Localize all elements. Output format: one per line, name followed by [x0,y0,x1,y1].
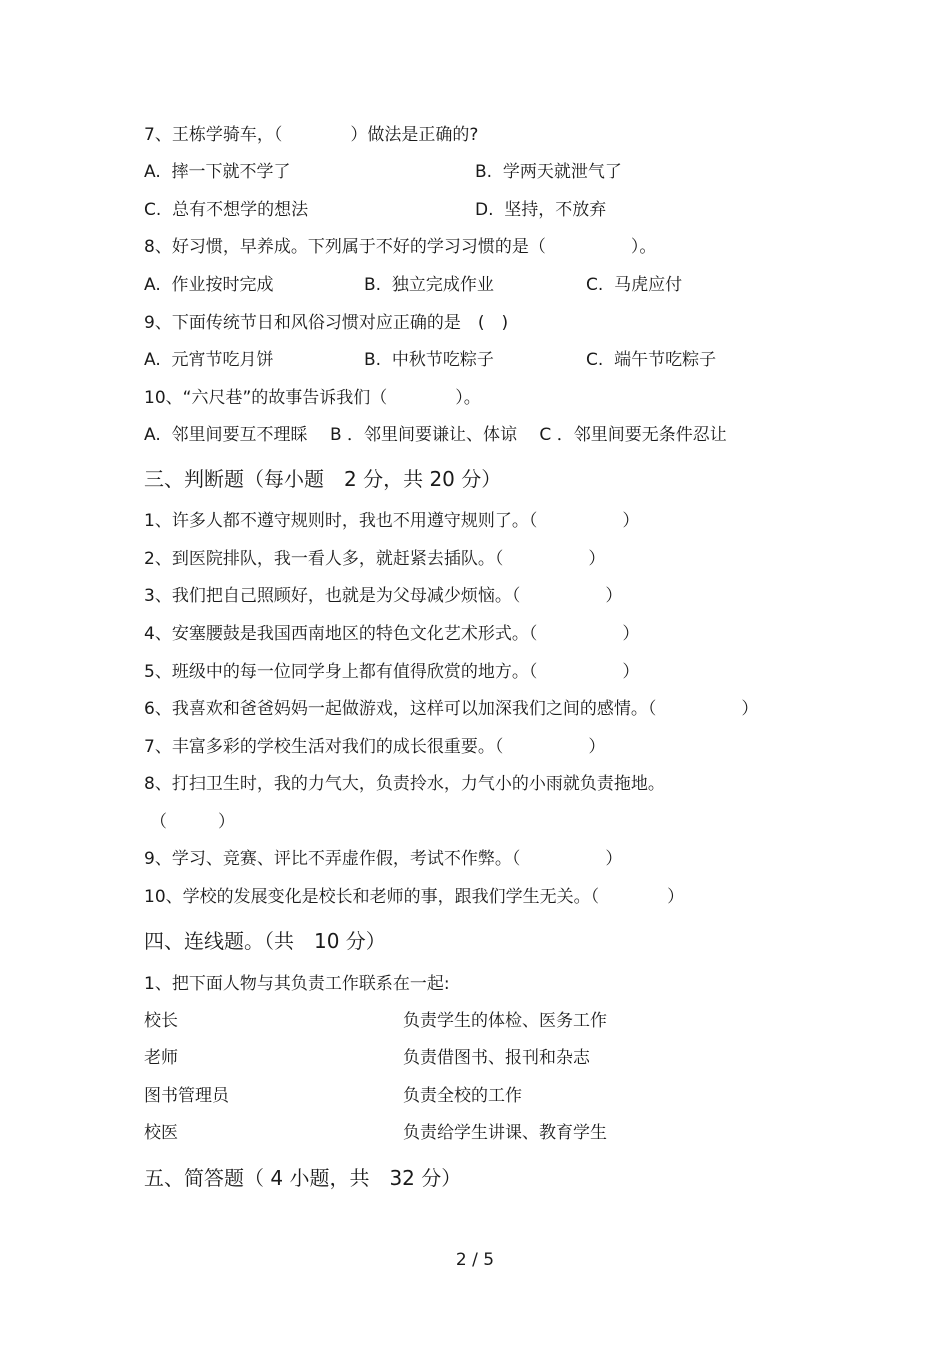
judge-item: 10、学校的发展变化是校长和老师的事，跟我们学生无关。（ ） [144,887,685,907]
judge-item: 6、我喜欢和爸爸妈妈一起做游戏，这样可以加深我们之间的感情。（ ） [144,699,759,719]
question-8-option-a: A. 作业按时完成 [144,275,274,295]
judge-item: 4、安塞腰鼓是我国西南地区的特色文化艺术形式。（ ） [144,624,640,644]
judge-item: 5、班级中的每一位同学身上都有值得欣赏的地方。（ ） [144,662,640,682]
match-duty: 负责借图书、报刊和杂志 [403,1048,590,1068]
section-short-heading: 五、简答题（ 4 小题，共 32 分） [144,1166,462,1190]
judge-item: 7、丰富多彩的学校生活对我们的成长很重要。（ ） [144,737,606,757]
judge-item: 1、许多人都不遵守规则时，我也不用遵守规则了。（ ） [144,511,640,531]
question-8-option-b: B. 独立完成作业 [364,275,494,295]
section-judge-heading: 三、判断题（每小题 2 分，共 20 分） [144,467,502,491]
section-match-heading: 四、连线题。（共 10 分） [144,929,386,953]
question-7-stem: 7、王栋学骑车，（ ）做法是正确的? [144,125,479,145]
question-10-stem: 10、“六尺巷”的故事告诉我们（ ）。 [144,388,481,408]
question-9-option-c: C. 端午节吃粽子 [586,350,717,370]
question-7-option-a: A. 摔一下就不学了 [144,162,291,182]
match-duty: 负责全校的工作 [403,1086,522,1106]
question-9-option-a: A. 元宵节吃月饼 [144,350,274,370]
match-person: 校长 [144,1011,178,1031]
judge-item: 8、打扫卫生时，我的力气大，负责拎水，力气小的小雨就负责拖地。 [144,774,665,794]
page-number: 2 / 5 [455,1250,495,1270]
match-prompt: 1、把下面人物与其负责工作联系在一起: [144,974,450,994]
question-8-stem: 8、好习惯，早养成。下列属于不好的学习习惯的是（ ）。 [144,237,657,257]
match-person: 校医 [144,1123,178,1143]
question-7-option-c: C. 总有不想学的想法 [144,200,309,220]
match-person: 老师 [144,1048,178,1068]
question-9-option-b: B. 中秋节吃粽子 [364,350,494,370]
match-person: 图书管理员 [144,1086,229,1106]
question-7-option-b: B. 学两天就泄气了 [475,162,622,182]
question-9-stem: 9、下面传统节日和风俗习惯对应正确的是 ( ) [144,313,509,333]
match-duty: 负责给学生讲课、教育学生 [403,1123,607,1143]
judge-item: 2、到医院排队，我一看人多，就赶紧去插队。（ ） [144,549,606,569]
question-8-option-c: C. 马虎应付 [586,275,683,295]
judge-item: 9、学习、竞赛、评比不弄虚作假，考试不作弊。（ ） [144,849,623,869]
judge-item-answer-blank: （ ） [150,812,235,832]
question-10-options: A. 邻里间要互不理睬 B ．邻里间要谦让、体谅 C ．邻里间要无条件忍让 [144,425,727,445]
match-duty: 负责学生的体检、医务工作 [403,1011,607,1031]
judge-item: 3、我们把自己照顾好，也就是为父母减少烦恼。（ ） [144,586,623,606]
question-7-option-d: D. 坚持，不放弃 [475,200,607,220]
